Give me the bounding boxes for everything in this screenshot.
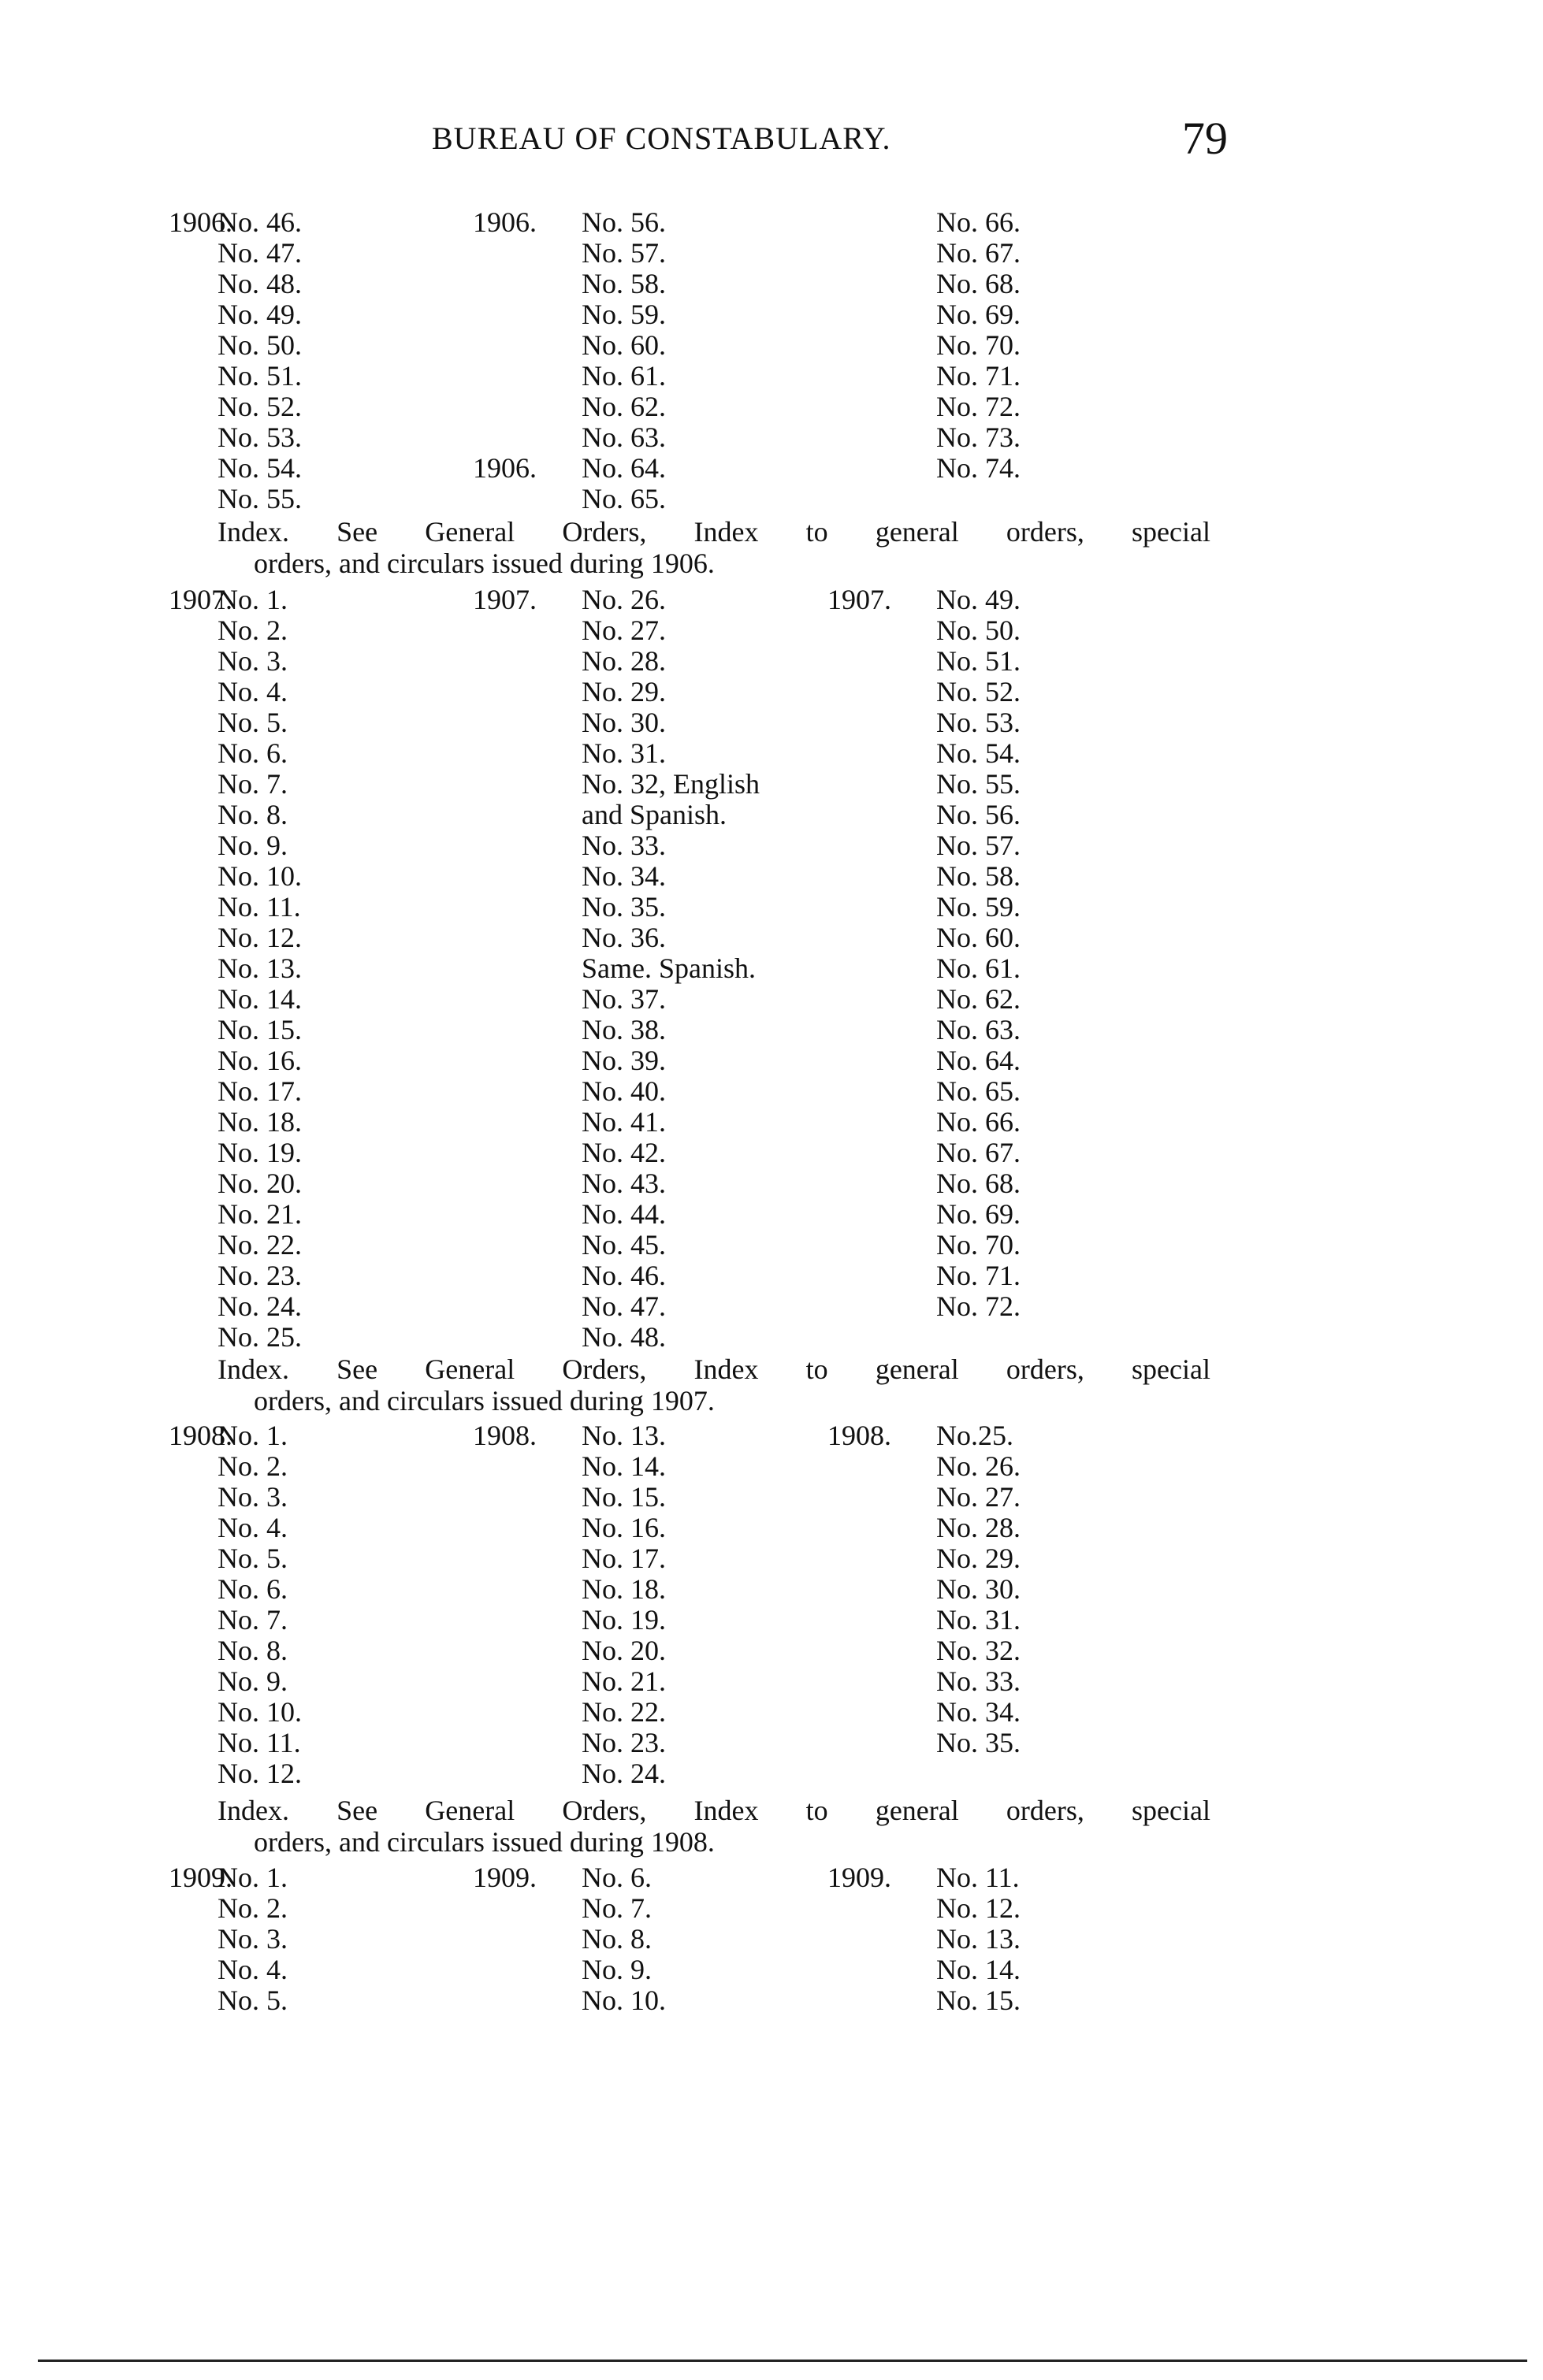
- order-number: No. 5.: [218, 1985, 288, 2016]
- listing-row: [0, 1665, 1543, 1697]
- order-number: No. 62.: [582, 391, 666, 422]
- listing-row: [0, 584, 1543, 615]
- listing-row: [0, 860, 1543, 892]
- year-label: 1906.: [473, 452, 537, 484]
- order-number: No. 9.: [582, 1954, 652, 1985]
- listing-row: [0, 1198, 1543, 1230]
- order-number: No. 30.: [582, 707, 666, 738]
- order-number: No.25.: [936, 1420, 1013, 1451]
- order-number: No. 64.: [936, 1045, 1021, 1076]
- listing-row: [0, 891, 1543, 923]
- order-number: No. 65.: [936, 1075, 1021, 1107]
- order-number: No. 34.: [936, 1696, 1021, 1728]
- order-number: No. 46.: [218, 206, 302, 238]
- order-number: No. 1.: [218, 584, 288, 615]
- listing-row: [0, 1075, 1543, 1107]
- order-number: No. 74.: [936, 452, 1021, 484]
- order-number: No. 6.: [582, 1862, 652, 1893]
- order-number: No. 20.: [218, 1168, 302, 1199]
- order-number: No. 69.: [936, 299, 1021, 330]
- listing-row: [0, 1137, 1543, 1168]
- order-number: No. 51.: [936, 645, 1021, 677]
- order-number: No. 26.: [582, 584, 666, 615]
- order-number: No. 47.: [218, 237, 302, 269]
- order-number: No. 48.: [218, 268, 302, 299]
- order-number: No. 24.: [218, 1290, 302, 1322]
- order-number: No. 55.: [218, 483, 302, 514]
- order-number: No. 35.: [936, 1727, 1021, 1758]
- order-number: No. 71.: [936, 1260, 1021, 1291]
- year-label: 1908.: [473, 1420, 537, 1451]
- order-number: No. 59.: [582, 299, 666, 330]
- order-number: No. 11.: [936, 1862, 1020, 1893]
- listing-row: [0, 1543, 1543, 1574]
- order-number: No. 3.: [218, 1481, 288, 1513]
- listing-row: [0, 676, 1543, 707]
- order-number: No. 52.: [936, 676, 1021, 707]
- order-number: No. 1.: [218, 1862, 288, 1893]
- listing-row: [0, 1954, 1543, 1985]
- order-number: No. 63.: [936, 1014, 1021, 1045]
- order-number: No. 7.: [582, 1892, 652, 1924]
- listing-row: [0, 237, 1543, 269]
- order-number: No. 72.: [936, 391, 1021, 422]
- order-number: No. 24.: [582, 1758, 666, 1789]
- index-note-line: orders, and circulars issued during 1908.: [254, 1826, 715, 1858]
- order-number: No. 70.: [936, 1229, 1021, 1261]
- order-number: No. 27.: [582, 614, 666, 646]
- listing-row: [0, 1321, 1543, 1353]
- listing-row: [0, 1923, 1543, 1955]
- order-number: No. 20.: [582, 1635, 666, 1666]
- order-number: No. 16.: [582, 1512, 666, 1543]
- listing-row: [0, 1450, 1543, 1482]
- index-note-line: orders, and circulars issued during 1907.: [254, 1385, 715, 1416]
- order-number: No. 9.: [218, 1665, 288, 1697]
- listing-row: [0, 1106, 1543, 1138]
- index-note-line: Index. See General Orders, Index to general orders, special: [218, 516, 1210, 548]
- order-number: No. 5.: [218, 1543, 288, 1574]
- order-number: No. 8.: [218, 1635, 288, 1666]
- order-number: No. 64.: [582, 452, 666, 484]
- listing-row: [0, 1635, 1543, 1666]
- order-number: No. 38.: [582, 1014, 666, 1045]
- order-number: No. 15.: [218, 1014, 302, 1045]
- listing-row: [0, 1229, 1543, 1261]
- order-number: No. 36.: [582, 922, 666, 953]
- order-number: No. 6.: [218, 737, 288, 769]
- order-number: No. 40.: [582, 1075, 666, 1107]
- listing-row: [0, 1290, 1543, 1322]
- order-number: No. 61.: [582, 360, 666, 392]
- order-number: No. 16.: [218, 1045, 302, 1076]
- order-number: No. 60.: [936, 922, 1021, 953]
- order-number: No. 25.: [218, 1321, 302, 1353]
- listing-row: [0, 329, 1543, 361]
- order-number: No. 18.: [582, 1573, 666, 1605]
- order-number: No. 5.: [218, 707, 288, 738]
- order-number: No. 41.: [582, 1106, 666, 1138]
- order-number: No. 19.: [218, 1137, 302, 1168]
- order-number: No. 3.: [218, 1923, 288, 1955]
- order-number: No. 2.: [218, 1450, 288, 1482]
- order-number: No. 32.: [936, 1635, 1021, 1666]
- order-number: No. 27.: [936, 1481, 1021, 1513]
- year-label: 1907.: [827, 584, 891, 615]
- listing-row: [0, 1985, 1543, 2016]
- order-number: No. 58.: [936, 860, 1021, 892]
- order-number: No. 54.: [218, 452, 302, 484]
- listing-row: [0, 737, 1543, 769]
- order-number: No. 37.: [582, 983, 666, 1015]
- listing-row: [0, 1892, 1543, 1924]
- page-number: 79: [1182, 113, 1228, 164]
- order-number: No. 44.: [582, 1198, 666, 1230]
- order-number: No. 8.: [582, 1923, 652, 1955]
- order-number: No. 14.: [936, 1954, 1021, 1985]
- order-number: No. 43.: [582, 1168, 666, 1199]
- order-number: No. 21.: [582, 1665, 666, 1697]
- order-number: and Spanish.: [582, 799, 727, 830]
- order-number: No. 32, English: [582, 768, 760, 800]
- listing-row: [0, 645, 1543, 677]
- order-number: No. 21.: [218, 1198, 302, 1230]
- order-number: No. 13.: [582, 1420, 666, 1451]
- order-number: No. 11.: [218, 1727, 301, 1758]
- order-number: No. 53.: [218, 421, 302, 453]
- order-number: No. 1.: [218, 1420, 288, 1451]
- order-number: No. 11.: [218, 891, 301, 923]
- listing-row: [0, 1573, 1543, 1605]
- order-number: No. 48.: [582, 1321, 666, 1353]
- order-number: No. 12.: [936, 1892, 1021, 1924]
- order-number: No. 53.: [936, 707, 1021, 738]
- order-number: No. 57.: [936, 830, 1021, 861]
- order-number: No. 50.: [936, 614, 1021, 646]
- listing-row: [0, 707, 1543, 738]
- order-number: No. 71.: [936, 360, 1021, 392]
- order-number: No. 47.: [582, 1290, 666, 1322]
- order-number: No. 4.: [218, 1954, 288, 1985]
- year-label: 1908.: [169, 1420, 232, 1451]
- order-number: No. 7.: [218, 768, 288, 800]
- order-number: Same. Spanish.: [582, 952, 756, 984]
- order-number: No. 22.: [218, 1229, 302, 1261]
- page-header-title: BUREAU OF CONSTABULARY.: [432, 121, 891, 156]
- listing-row: [0, 452, 1543, 484]
- year-label: 1909.: [473, 1862, 537, 1893]
- order-number: No. 7.: [218, 1604, 288, 1636]
- order-number: No. 60.: [582, 329, 666, 361]
- order-number: No. 17.: [218, 1075, 302, 1107]
- order-number: No. 61.: [936, 952, 1021, 984]
- order-number: No. 6.: [218, 1573, 288, 1605]
- year-label: 1907.: [473, 584, 537, 615]
- listing-row: [0, 1260, 1543, 1291]
- listing-row: [0, 922, 1543, 953]
- order-number: No. 2.: [218, 1892, 288, 1924]
- bottom-rule: [38, 2360, 1527, 2362]
- listing-row: [0, 268, 1543, 299]
- listing-row: [0, 1420, 1543, 1451]
- order-number: No. 2.: [218, 614, 288, 646]
- listing-row: [0, 1512, 1543, 1543]
- listing-row: [0, 830, 1543, 861]
- listing-row: [0, 1604, 1543, 1636]
- listing-row: [0, 1758, 1543, 1789]
- listing-row: [0, 299, 1543, 330]
- order-number: No. 34.: [582, 860, 666, 892]
- order-number: No. 12.: [218, 922, 302, 953]
- listing-row: [0, 1481, 1543, 1513]
- order-number: No. 31.: [582, 737, 666, 769]
- year-label: 1908.: [827, 1420, 891, 1451]
- order-number: No. 18.: [218, 1106, 302, 1138]
- order-number: No. 66.: [936, 1106, 1021, 1138]
- index-note-line: Index. See General Orders, Index to general orders, special: [218, 1795, 1210, 1826]
- order-number: No. 67.: [936, 1137, 1021, 1168]
- order-number: No. 50.: [218, 329, 302, 361]
- listing-row: [0, 799, 1543, 830]
- year-label: 1906.: [473, 206, 537, 238]
- order-number: No. 67.: [936, 237, 1021, 269]
- order-number: No. 10.: [582, 1985, 666, 2016]
- order-number: No. 63.: [582, 421, 666, 453]
- order-number: No. 30.: [936, 1573, 1021, 1605]
- order-number: No. 56.: [582, 206, 666, 238]
- order-number: No. 13.: [218, 952, 302, 984]
- index-note-line: orders, and circulars issued during 1906.: [254, 548, 715, 579]
- listing-row: [0, 614, 1543, 646]
- order-number: No. 33.: [936, 1665, 1021, 1697]
- order-number: No. 55.: [936, 768, 1021, 800]
- listing-row: [0, 206, 1543, 238]
- listing-row: [0, 1045, 1543, 1076]
- order-number: No. 35.: [582, 891, 666, 923]
- year-label: 1906.: [169, 206, 232, 238]
- listing-row: [0, 421, 1543, 453]
- order-number: No. 73.: [936, 421, 1021, 453]
- order-number: No. 10.: [218, 860, 302, 892]
- order-number: No. 4.: [218, 1512, 288, 1543]
- order-number: No. 28.: [936, 1512, 1021, 1543]
- order-number: No. 57.: [582, 237, 666, 269]
- listing-row: [0, 391, 1543, 422]
- order-number: No. 68.: [936, 1168, 1021, 1199]
- order-number: No. 22.: [582, 1696, 666, 1728]
- order-number: No. 70.: [936, 329, 1021, 361]
- order-number: No. 65.: [582, 483, 666, 514]
- order-number: No. 49.: [936, 584, 1021, 615]
- order-number: No. 15.: [582, 1481, 666, 1513]
- index-note-line: Index. See General Orders, Index to general orders, special: [218, 1353, 1210, 1385]
- year-label: 1909.: [169, 1862, 232, 1893]
- order-number: No. 52.: [218, 391, 302, 422]
- order-number: No. 68.: [936, 268, 1021, 299]
- order-number: No. 14.: [218, 983, 302, 1015]
- order-number: No. 15.: [936, 1985, 1021, 2016]
- year-label: 1907.: [169, 584, 232, 615]
- listing-row: [0, 1696, 1543, 1728]
- order-number: No. 17.: [582, 1543, 666, 1574]
- order-number: No. 72.: [936, 1290, 1021, 1322]
- listing-row: [0, 1168, 1543, 1199]
- order-number: No. 42.: [582, 1137, 666, 1168]
- order-number: No. 10.: [218, 1696, 302, 1728]
- order-number: No. 66.: [936, 206, 1021, 238]
- order-number: No. 56.: [936, 799, 1021, 830]
- year-label: 1909.: [827, 1862, 891, 1893]
- order-number: No. 12.: [218, 1758, 302, 1789]
- order-number: No. 46.: [582, 1260, 666, 1291]
- order-number: No. 29.: [582, 676, 666, 707]
- order-number: No. 3.: [218, 645, 288, 677]
- order-number: No. 69.: [936, 1198, 1021, 1230]
- order-number: No. 14.: [582, 1450, 666, 1482]
- order-number: No. 62.: [936, 983, 1021, 1015]
- order-number: No. 28.: [582, 645, 666, 677]
- listing-row: [0, 983, 1543, 1015]
- listing-row: [0, 768, 1543, 800]
- order-number: No. 13.: [936, 1923, 1021, 1955]
- order-number: No. 59.: [936, 891, 1021, 923]
- order-number: No. 9.: [218, 830, 288, 861]
- order-number: No. 54.: [936, 737, 1021, 769]
- order-number: No. 26.: [936, 1450, 1021, 1482]
- order-number: No. 45.: [582, 1229, 666, 1261]
- order-number: No. 29.: [936, 1543, 1021, 1574]
- order-number: No. 4.: [218, 676, 288, 707]
- order-number: No. 23.: [582, 1727, 666, 1758]
- order-number: No. 19.: [582, 1604, 666, 1636]
- order-number: No. 33.: [582, 830, 666, 861]
- order-number: No. 39.: [582, 1045, 666, 1076]
- listing-row: [0, 1862, 1543, 1893]
- order-number: No. 8.: [218, 799, 288, 830]
- listing-row: [0, 1014, 1543, 1045]
- order-number: No. 49.: [218, 299, 302, 330]
- listing-row: [0, 952, 1543, 984]
- order-number: No. 58.: [582, 268, 666, 299]
- order-number: No. 23.: [218, 1260, 302, 1291]
- order-number: No. 31.: [936, 1604, 1021, 1636]
- listing-row: [0, 483, 1543, 514]
- order-number: No. 51.: [218, 360, 302, 392]
- listing-row: [0, 1727, 1543, 1758]
- listing-row: [0, 360, 1543, 392]
